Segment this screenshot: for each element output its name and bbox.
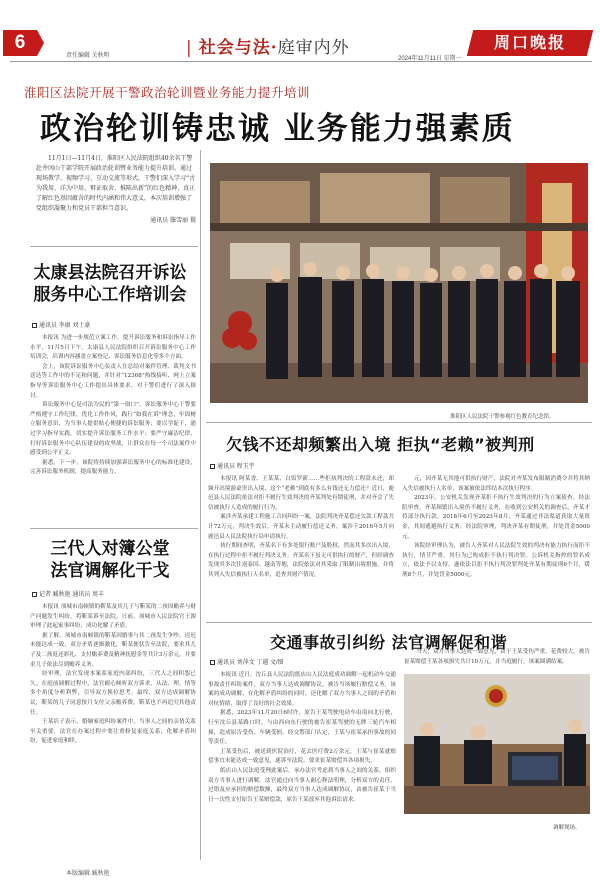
left-column-divider	[200, 150, 201, 860]
laolai-divider	[206, 622, 592, 623]
section-title-main: 社会与法·	[198, 38, 278, 58]
dacheng-headline	[24, 538, 196, 582]
top-story-photo-caption: 淮阳区人民法院干警参观红色教育纪念馆。	[450, 414, 555, 420]
photo-divider	[206, 422, 592, 423]
masthead	[0, 0, 600, 62]
page-number: 6	[3, 30, 37, 56]
taikang-headline-line2: 服务中心工作培训会	[33, 285, 187, 305]
taikang-byline	[32, 320, 90, 329]
newspaper-logo	[467, 30, 593, 56]
laolai-headline: 欠钱不还却频繁出入境 拒执“老赖”被判刑	[226, 435, 535, 454]
paragraph: 王某培子表示，婚姻家庭纠纷案件中，当事人之间的亲情关系至关重要，法官在办案过程中要注重修复家庭关系，化解矛盾纠纷，促进家庭和睦。	[30, 719, 196, 745]
header-rule	[10, 61, 592, 62]
byline-marker-icon	[32, 592, 37, 597]
dacheng-byline	[32, 589, 104, 598]
section-title	[186, 33, 350, 58]
dacheng-body	[30, 603, 196, 861]
traffic-byline	[210, 657, 284, 666]
top-story-headline: 政治轮训铸忠诚 业务能力强素质	[40, 111, 515, 147]
paragraph: 本报讯 为进一步规范立案工作，提升诉讼服务和诉讼指导工作水平，11月5日下午，太康县人民法院组织召开诉讼服务中心工作培训会，培训内容涵盖立案登记、诉讼服务信息化等多个方面。	[30, 335, 196, 361]
paragraph: 案涉齐某承建工程施工合同纠纷一案，法院判决齐某偿还欠款工程款共计72万元，判决生效后，齐某未主动履行偿还义务。案涉于2016年5月向鹿邑县人民法院执行局申请执行。	[208, 514, 394, 540]
paragraph: 2023年，公安机关发现齐某拒不执行生效判决的行为立案侦查。经法院审查，齐某频繁出入境仍不履行义务，在收到公安机关的调查后，齐某才将部分执行款，2018年6月至2023年8月，齐某通过非法渠道获取大量资金，其间逃避执行义务。经法院审理，判决齐某有期徒刑，并处罚金5000元。	[402, 495, 590, 540]
byline-marker-icon	[32, 323, 37, 328]
laolai-byline-text: 通讯员 程玉宇	[217, 464, 255, 470]
paragraph: 当天，双方当事人达成一致意见，由于王某受伤严重，花费较大，被告崔某赔偿王某各项损失共计10万元，并当庭履行，该案圆满结案。	[404, 649, 590, 665]
dacheng-headline-line2: 法官调解化干戈	[50, 561, 170, 581]
logo-text: 周口晚报	[493, 33, 566, 52]
byline-marker-icon	[210, 464, 215, 469]
paragraph: 本报讯 项城市南顿镇的靳某及其儿子与靳某的二孩因赡养与财产问题发生纠纷，将靳某诉至法院。日前，项城市人民法院官王源审理了此起家事纠纷，成功化解了矛盾。	[30, 604, 196, 630]
taikang-byline-text: 通讯员 李康 刘士豪	[39, 323, 91, 329]
traffic-byline-text: 通讯员 刘萍文 丁越 文/图	[217, 660, 284, 666]
mediation-scene-illustration	[404, 674, 590, 814]
laolai-byline	[210, 461, 255, 470]
paragraph: 王某受伤后，被送到医院治疗，花去医疗费2万余元。王某与崔某就赔偿事宜未能达成一致意见，遂诉至法院，要求崔某赔偿其各项损失。	[208, 748, 396, 765]
lead-divider	[30, 246, 198, 247]
paragraph: 该院经审理认为，被告人齐某对人民法院生效的判决有能力执行而拒不执行，情节严重，其行为已构成拒不执行判决罪。公诉机关指控的罪名成立，依法予以支持，遂依法以拒不执行判决罪判处齐某有期徒刑6个月，缓刑8个月，并处罚金5000元。	[402, 543, 590, 578]
paragraph: 本报讯 阿某香、王某某、白饭罗新……些拒执判决的工程款未还，却频开出境游豪贵出入境，这个“老赖”到底有多么有钱还无力偿还？近日，鹿邑县人民法院依法对拒不履行生效判决的齐某判处有期徒刑，并对齐会了失信被执行人造成的履行行为。	[208, 476, 394, 511]
footer-editor: 本版编辑 臧秋艳	[66, 871, 110, 877]
traffic-headline: 交通事故引纠纷 法官调解促和谐	[270, 633, 508, 652]
section-divider: |	[186, 38, 193, 58]
byline-marker-icon	[210, 660, 215, 665]
paragraph: 纸店山人民法庭受理此案后，承办法官考虑到当事人之间的关系，组织双方当事人进行调解。法官通过向当事人耐心释法明理，分析双方的责任、过错及应承担的赔偿数额，最终双方当事人达成调解协议，由被告崔某于当日一次性支付原告王某赔偿款，原告王某放弃其他诉讼请求。	[208, 767, 396, 803]
traffic-photo-caption: 调解现场。	[553, 825, 581, 831]
dacheng-byline-text: 记者 臧秋艳 通讯员 周丰	[39, 592, 105, 598]
paragraph: 经审理，法官发现本案系家庭内部纠纷，三代人之间积怨已久。在庭前调解过程中，法官耐心倾听双方诉求，从法、理、情等多个角度分析利弊，引导双方换位思考。最终，双方达成调解协议，靳某的儿子同意按月支付父亲赡养费，靳某也不再追究其他责任。	[30, 671, 196, 716]
paragraph: 会上，该院诉讼服务中心负责人在总结对案件管理、裁判文书送达等工作中的不足和问题，并针对“12368”热线接听、网上立案指导等诉讼服务中心工作提出具体要求，对干警们进行了深入探讨。	[30, 363, 196, 399]
traffic-body-col1	[208, 671, 396, 861]
top-story-lead-text: 11月1日—11月4日，淮阳区人民法院组织40余名干警赴井冈山干部学院开展政治轮训暨业务能力提升培训。通过现场教学、视频学习、互动交流等形式，干警们深入学习“古为我用、洋为中用、辩证取舍、推陈出新”的红色精神，真正了解红色基因蕴含的时代内涵和伟大意义。本次培训增强了党组织凝聚力和党员干部担当意识。	[36, 155, 196, 212]
taikang-divider	[30, 528, 198, 529]
paragraph: 诉讼服务中心是司法为民的“第一窗口”，诉讼服务中心干警要严格遵守工作纪律，优化工作作风，践行“如我在诉”理念，牢固树立服务意识，为当事人提供贴心便捷的诉讼服务；要以学促干，通过学习指导实践，切实提升诉讼服务工作水平；要严守廉洁纪律，打好诉讼服务中心队伍建设的攻坚战，让群众在每一个司法案件中感受到公平正义。	[30, 402, 196, 457]
issue-date: 2024年11月11日 星期一	[398, 56, 462, 62]
top-story-kicker: 淮阳区法院开展干警政治轮训暨业务能力提升培训	[24, 85, 311, 100]
top-story-byline: 通讯员 滕雪丽 摄	[150, 217, 196, 224]
taikang-body	[30, 334, 196, 518]
paragraph: 据了解，项城市南顿镇的靳某因婚事与其二孩发生争吵，迟迟未能达成一致，双方矛盾逐渐激化，靳某便状告至法院，要求其儿子及二孩返还彩礼、支付赡养费及精神抚慰金等共计3万余元，并要求儿子依法尽到赡养义务。	[30, 632, 196, 668]
paragraph: 执行期间查明，齐某名下有多处银行账户及股权，然而其多次出入境，在执行过程中拒不履行判决义务。齐某名下虽无可供执行的财产，但经调查发现其多次往返泰国、越南等地，法院依法对其采取了限制出境措施，并将其列入失信被执行人名单，追查其财产情况。	[208, 543, 394, 578]
top-story-photo	[210, 163, 588, 403]
paragraph: 本报讯 近日，沈丘县人民法院纸店山人民法庭成功调解一起机动车交通事故责任纠纷案件，双方当事人达成调解协议，被告当场履行赔偿义务，该案的成功调解，在化解矛盾纠纷的同时，还化解了双方当事人之间的矛盾和对抗情绪，取得了良好的社会效果。	[208, 672, 396, 707]
top-story-lead	[36, 154, 196, 226]
traffic-photo	[404, 674, 590, 814]
taikang-headline	[24, 262, 196, 306]
editor-line: 责任编辑 关秋明	[66, 53, 110, 59]
traffic-body-col2	[404, 648, 590, 672]
paragraph: 据悉，下一步，该院将持续加强诉讼服务中心的标准化建设，完善诉讼服务机制，提高服务能力。	[30, 459, 196, 476]
section-subtitle: 庭审内外	[277, 38, 350, 58]
paragraph: 元，因齐某无其他可供执行财产，法院对齐某发布限制消费令并将其纳入失信被执行人名单，该案被依法终结本次执行程序。	[402, 476, 590, 492]
laolai-body-col2	[402, 475, 590, 615]
dacheng-headline-line1: 三代人对簿公堂	[50, 539, 170, 559]
paragraph: 据悉，2023年11月20日6时许，原告王某驾驶电动车由南向北行驶，行至沈丘县某路口时，与由西向东行驶的被告崔某驾驶的无牌三轮汽车相撞，造成原告受伤、车辆受损。经交警部门认定，王某与崔某承担事故的同等责任。	[208, 710, 396, 746]
taikang-headline-line1: 太康县法院召开诉讼	[33, 263, 187, 283]
laolai-body-col1	[208, 475, 394, 615]
group-photo-illustration	[210, 163, 588, 403]
